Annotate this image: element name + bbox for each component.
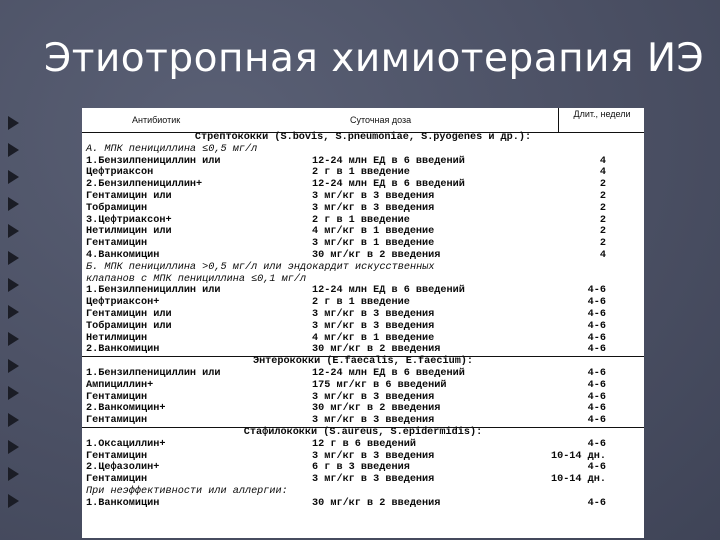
table-row [82, 238, 644, 250]
bullet-arrow-icon [8, 116, 19, 130]
note-row [82, 486, 644, 498]
header-duration: Длит., недели [573, 109, 631, 119]
note-text: A. МПК пенициллина ≤0,5 мг/л [86, 143, 258, 155]
drug-name: Гентамицин [86, 474, 148, 486]
daily-dose: 4 мг/кг в 1 введение [312, 226, 435, 238]
bullet-arrow-icon [8, 224, 19, 238]
table-row [82, 179, 644, 191]
note-text: При неэффективности или аллергии: [86, 485, 288, 497]
daily-dose: 3 мг/кг в 3 введения [312, 474, 435, 486]
bullet-arrow-icon [8, 143, 19, 157]
daily-dose: 30 мг/кг в 2 введения [312, 344, 441, 356]
drug-name: Гентамицин [86, 450, 148, 462]
drug-name: Нетилмицин или [86, 226, 172, 238]
duration: 2 [599, 190, 606, 202]
table-row [82, 285, 644, 297]
daily-dose: 2 г в 1 введение [312, 214, 410, 226]
header-antibiotic: Антибиотик [132, 115, 181, 125]
table-header [82, 108, 644, 133]
duration: 4-6 [587, 403, 606, 415]
daily-dose: 12 г в 6 введений [312, 438, 416, 450]
drug-name: 2.Цефазолин+ [86, 462, 160, 474]
table-row [82, 498, 644, 510]
daily-dose: 175 мг/кг в 6 введений [312, 379, 447, 391]
drug-name: 1.Бензилпенициллин или [86, 367, 221, 379]
duration: 2 [599, 202, 606, 214]
duration: 4-6 [587, 367, 606, 379]
drug-name: Тобрамицин [86, 202, 148, 214]
duration: 10-14 дн. [550, 450, 606, 462]
bullet-arrow-icon [8, 278, 19, 292]
table-row [82, 415, 644, 427]
bullet-arrow-icon [8, 494, 19, 508]
slide-title: Этиотропная химиотерапия ИЭ [44, 36, 705, 81]
section-title: Энтерококки (E.faecalis, E.faecium): [252, 356, 474, 368]
duration: 4-6 [587, 415, 606, 427]
duration: 2 [599, 179, 606, 191]
daily-dose: 30 мг/кг в 2 введения [312, 249, 441, 261]
section-header-row [82, 356, 644, 368]
drug-name: Ампициллин+ [86, 379, 154, 391]
duration: 4-6 [587, 344, 606, 356]
table-row [82, 215, 644, 227]
table-row [82, 203, 644, 215]
bullet-arrow-icon [8, 440, 19, 454]
section-header-row [82, 132, 644, 144]
column-divider [558, 108, 559, 132]
duration: 2 [599, 226, 606, 238]
duration: 2 [599, 214, 606, 226]
table-row [82, 474, 644, 486]
bullet-arrow-icon [8, 251, 19, 265]
daily-dose: 3 мг/кг в 3 введения [312, 415, 435, 427]
table-row [82, 156, 644, 168]
note-text: клапанов с МПК пенициллина ≤0,1 мг/л [86, 273, 307, 285]
table-row [82, 344, 644, 356]
bullet-arrow-icon [8, 413, 19, 427]
section-title: Стафилококки (S.aureus, S.epidermidis): [243, 426, 483, 438]
note-row [82, 262, 644, 274]
duration: 4-6 [587, 379, 606, 391]
duration: 4-6 [587, 497, 606, 509]
drug-name: 1.Бензилпенициллин или [86, 155, 221, 167]
duration: 4 [599, 249, 606, 261]
note-row [82, 144, 644, 156]
drug-name: Гентамицин или [86, 190, 172, 202]
drug-name: Нетилмицин [86, 332, 148, 344]
drug-name: Тобрамицин или [86, 320, 172, 332]
duration: 4-6 [587, 308, 606, 320]
daily-dose: 3 мг/кг в 1 введение [312, 238, 435, 250]
daily-dose: 3 мг/кг в 3 введения [312, 308, 435, 320]
daily-dose: 12-24 млн ЕД в 6 введений [312, 367, 465, 379]
table-row [82, 167, 644, 179]
daily-dose: 30 мг/кг в 2 введения [312, 403, 441, 415]
duration: 4-6 [587, 320, 606, 332]
table-row [82, 392, 644, 404]
bullet-arrow-icon [8, 359, 19, 373]
scanned-table [82, 108, 644, 538]
duration: 4 [599, 167, 606, 179]
section-title: Стрептококки (S.bovis, S.pneumoniae, S.pyogenes и др.): [194, 132, 532, 143]
table-row [82, 403, 644, 415]
drug-name: 1.Бензилпенициллин или [86, 285, 221, 297]
bullet-arrow-icon [8, 332, 19, 346]
daily-dose: 6 г в 3 введения [312, 462, 410, 474]
drug-name: Цефтриаксон+ [86, 297, 160, 309]
drug-name: 3.Цефтриаксон+ [86, 214, 172, 226]
duration: 4-6 [587, 285, 606, 297]
daily-dose: 3 мг/кг в 3 введения [312, 320, 435, 332]
table-row [82, 321, 644, 333]
table-row [82, 451, 644, 463]
drug-name: 1.Ванкомицин [86, 497, 160, 509]
table-row [82, 462, 644, 474]
daily-dose: 2 г в 1 введение [312, 297, 410, 309]
duration: 4-6 [587, 462, 606, 474]
bullet-arrow-icon [8, 386, 19, 400]
table-row [82, 191, 644, 203]
table-row [82, 368, 644, 380]
drug-name: 4.Ванкомицин [86, 249, 160, 261]
duration: 4 [599, 155, 606, 167]
daily-dose: 30 мг/кг в 2 введения [312, 497, 441, 509]
section-header-row [82, 427, 644, 439]
note-row [82, 274, 644, 286]
duration: 4-6 [587, 332, 606, 344]
table-row [82, 380, 644, 392]
drug-name: 2.Бензилпенициллин+ [86, 179, 203, 191]
table-row [82, 226, 644, 238]
daily-dose: 3 мг/кг в 3 введения [312, 202, 435, 214]
duration: 2 [599, 238, 606, 250]
daily-dose: 12-24 млн ЕД в 6 введений [312, 285, 465, 297]
table-row [82, 297, 644, 309]
drug-name: Цефтриаксон [86, 167, 154, 179]
duration: 4-6 [587, 438, 606, 450]
daily-dose: 12-24 млн ЕД в 6 введений [312, 179, 465, 191]
drug-name: 2.Ванкомицин [86, 344, 160, 356]
bullet-arrow-icon [8, 197, 19, 211]
daily-dose: 2 г в 1 введение [312, 167, 410, 179]
daily-dose: 3 мг/кг в 3 введения [312, 190, 435, 202]
drug-name: Гентамицин [86, 238, 148, 250]
drug-name: 1.Оксациллин+ [86, 438, 166, 450]
daily-dose: 12-24 млн ЕД в 6 введений [312, 155, 465, 167]
drug-name: Гентамицин [86, 415, 148, 427]
table-row [82, 333, 644, 345]
bullet-arrow-icon [8, 170, 19, 184]
drug-name: Гентамицин или [86, 308, 172, 320]
duration: 4-6 [587, 297, 606, 309]
drug-name: Гентамицин [86, 391, 148, 403]
daily-dose: 3 мг/кг в 3 введения [312, 450, 435, 462]
daily-dose: 4 мг/кг в 1 введение [312, 332, 435, 344]
daily-dose: 3 мг/кг в 3 введения [312, 391, 435, 403]
note-text: Б. МПК пенициллина >0,5 мг/л или эндокардит искусственных [86, 261, 435, 273]
duration: 10-14 дн. [550, 474, 606, 486]
table-body [82, 132, 644, 510]
table-row [82, 309, 644, 321]
drug-name: 2.Ванкомицин+ [86, 403, 166, 415]
bullet-arrow-icon [8, 305, 19, 319]
table-row [82, 250, 644, 262]
duration: 4-6 [587, 391, 606, 403]
table-row [82, 439, 644, 451]
header-daily-dose: Суточная доза [350, 115, 412, 125]
bullet-arrow-icon [8, 467, 19, 481]
